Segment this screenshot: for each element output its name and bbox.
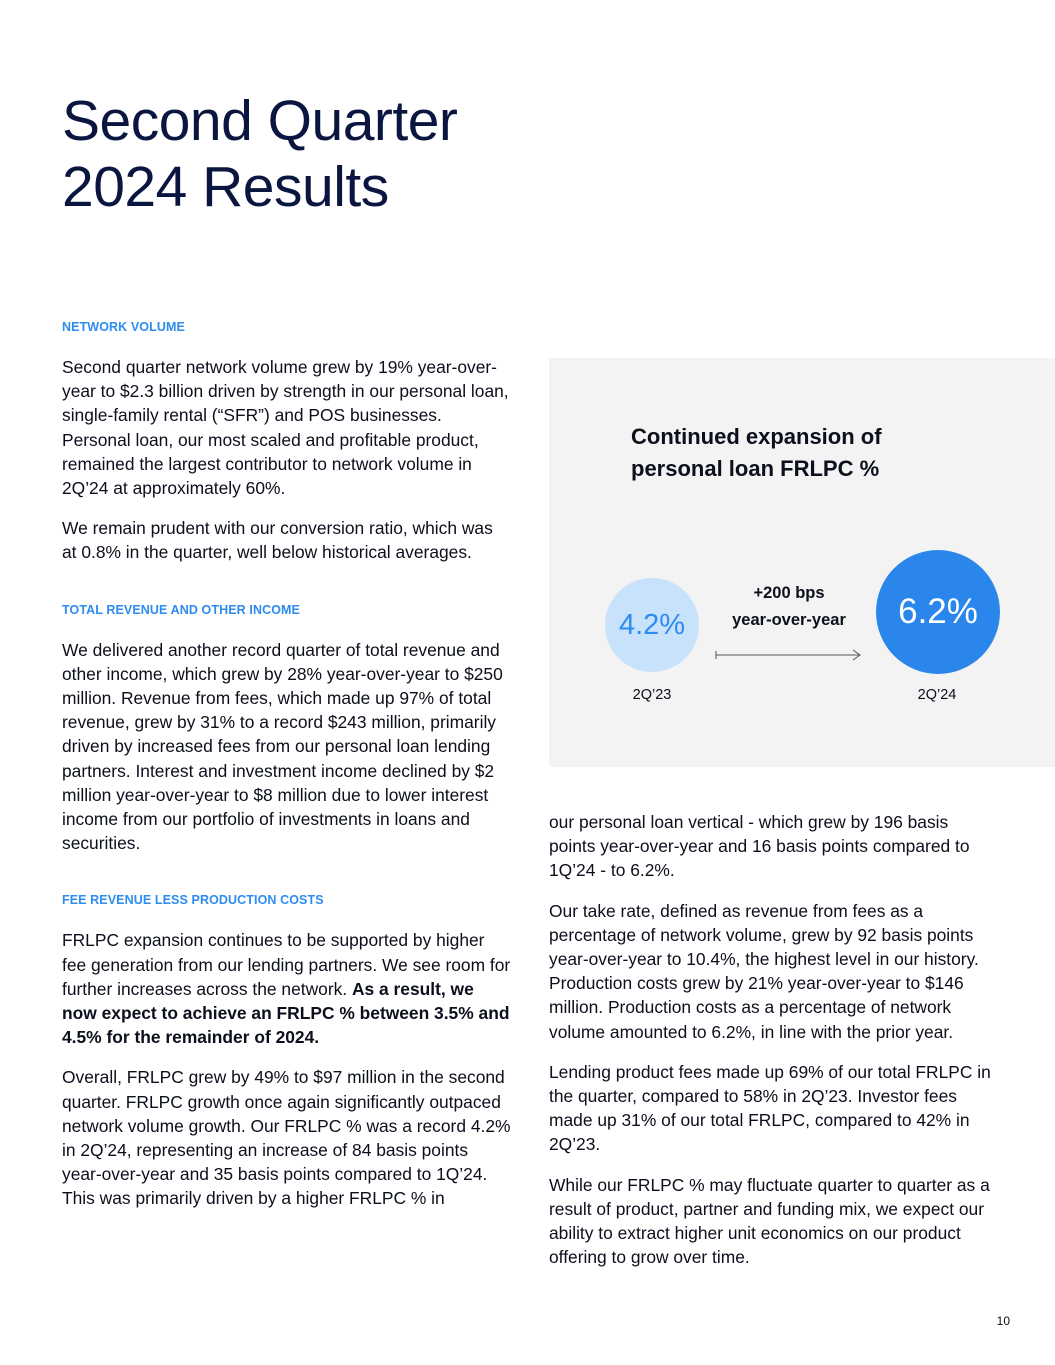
arrow-right-icon	[714, 648, 864, 662]
right-paragraph-4: While our FRLPC % may fluctuate quarter to quarter as a result of product, partner and funding mix, we expect our ability to extract higher unit economics on our product offering to grow over time.	[549, 1174, 990, 1268]
page-title	[62, 88, 457, 220]
frlpc-paragraph-2: Overall, FRLPC grew by 49% to $97 million in the second quarter. FRLPC growth once again significantly outpaced network volume growth. Our FRLPC % was a record 4.2% in 2Q’24, representing an increase of 84 basis points year-over-year and 35 basis points compared to 1Q’24. This was primarily driven by a higher FRLPC % in	[62, 1067, 511, 1209]
frlpc-paragraph-1	[62, 928, 512, 1049]
highlight-title: Continued expansion of personal loan FRLPC %	[631, 424, 882, 481]
current-value: 6.2%	[898, 592, 978, 631]
right-column	[549, 810, 999, 1285]
frlpc-highlight-card	[549, 358, 1055, 767]
network-volume-paragraph-2: We remain prudent with our conversion ratio, which was at 0.8% in the quarter, well below historical averages.	[62, 518, 493, 563]
right-paragraph-3: Lending product fees made up 69% of our total FRLPC in the quarter, compared to 58% in 2Q’23. Investor fees made up 31% of our total FRLPC, compared to 42% in 2Q’23.	[549, 1061, 991, 1155]
change-period: year-over-year	[732, 611, 846, 629]
left-column	[62, 318, 512, 1227]
page-title-line-1: Second Quarter	[62, 89, 458, 153]
frlpc-paragraph-1-text: FRLPC expansion continues to be supported by higher fee generation from our lending partners. We see room for further increases across the network.	[62, 930, 511, 999]
page-number: 10	[996, 1314, 1010, 1328]
current-period-label: 2Q’24	[917, 687, 957, 703]
right-paragraph-2: Our take rate, defined as revenue from fees as a percentage of network volume, grew by 92 basis points year-over-year to 10.4%, the highest level in our history. Production costs grew by 21% year-over-year to $146 million. Production costs as a percentage of network volume amounted to 6.2%, in line with the prior year.	[549, 900, 979, 1042]
prior-period-label: 2Q’23	[632, 687, 672, 703]
prior-value: 4.2%	[618, 608, 686, 641]
network-volume-paragraph-1: Second quarter network volume grew by 19% year-over-year to $2.3 billion driven by strength in our personal loan, single-family rental (“SFR”) and POS businesses. Personal loan, our most scaled and profitable product, remained the largest contributor to network volume in 2Q’24 at approximately 60%.	[62, 357, 509, 499]
frlpc-guidance-bold: As a result, we now expect to achieve an FRLPC % between 3.5% and 4.5% for the remainder of 2024.	[62, 978, 510, 1048]
change-label	[709, 580, 869, 634]
frlpc-heading: FEE REVENUE LESS PRODUCTION COSTS	[62, 893, 324, 908]
page-title-line-2: 2024 Results	[62, 155, 389, 219]
network-volume-heading: NETWORK VOLUME	[62, 320, 185, 334]
change-bps: +200 bps	[753, 584, 825, 602]
current-value-circle	[876, 550, 1000, 674]
total-revenue-paragraph: We delivered another record quarter of total revenue and other income, which grew by 28% year-over-year to $250 million. Revenue from fees, which made up 97% of total revenue, grew by 31% to a record $243 million, primarily driven by increased fees from our personal loan lending partners. Interest and investment income declined by $2 million year-over-year to $8 million due to lower interest income from our portfolio of investments in loans and securities.	[62, 639, 503, 854]
prior-value-circle	[605, 578, 699, 672]
total-revenue-heading: TOTAL REVENUE AND OTHER INCOME	[62, 602, 300, 617]
right-paragraph-1: our personal loan vertical - which grew by 196 basis points year-over-year and 16 basis points compared to 1Q’24 - to 6.2%.	[549, 812, 970, 881]
